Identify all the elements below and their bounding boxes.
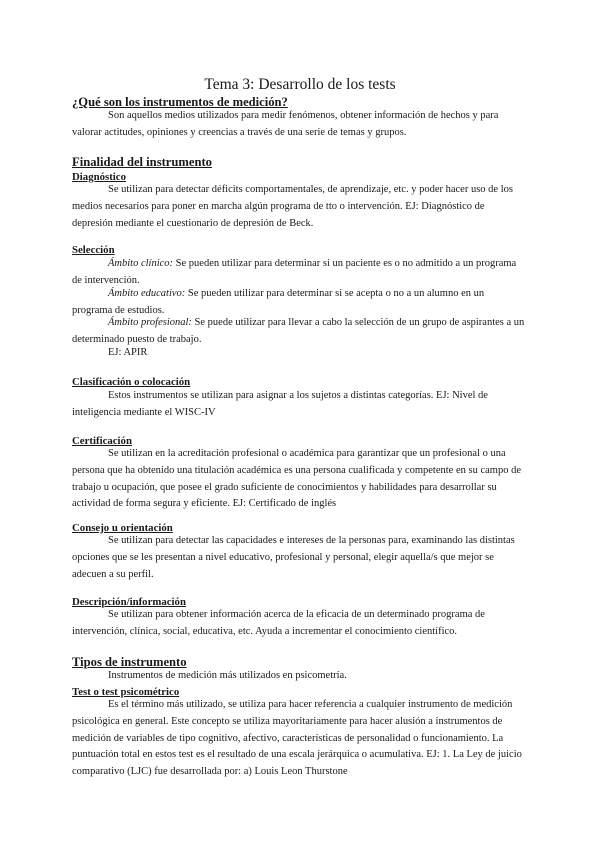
paragraph-certificacion: Se utilizan en la acreditación profesional o académica para garantizar que un profesional o una persona que ha obtenido una titulación académica es una persona cualificada y competente en su campo de trabajo u ocupación, que posee el grado suficiente de conocimientos y habilidades para desarrollar su actividad de forma segura y eficiente. EJ: Certificado de inglés [72,448,521,510]
text-ambito-educativo: Se pueden utilizar para determinar si se acepta o no a un alumno en un programa de estudios. [72,288,485,316]
paragraph-diagnostico: Se utilizan para detectar déficits comportamentales, de aprendizaje, etc. y poder hacer uso de los medios necesarios para poner en marcha algún programa de tto o intervención. EJ: Diagnóstico de depresión mediante el cuestionario de depresión de Beck. [72,184,513,229]
paragraph-descripcion: Se utilizan para obtener información acerca de la eficacia de un determinado programa de intervención, clínica, social, educativa, etc. Ayuda a incrementar el conocimiento científico. [72,609,485,637]
subheading-consejo: Consejo u orientación [72,522,173,534]
subheading-test-psicometrico: Test o test psicométrico [72,686,180,698]
label-ambito-clinico: Ámbito clínico: [108,258,174,269]
paragraph-tipos-intro: Instrumentos de medición más utilizados en psicometría. [108,670,347,681]
subheading-descripcion: Descripción/información [72,596,186,608]
paragraph-test-psicometrico: Es el término más utilizado, se utiliza para hacer referencia a cualquier instrumento de medición psicológica en general. Este concepto se utiliza mayoritariamente para hacer alusión a instrumentos de medición de variables de tipo cognitivo, afectivo, características de personalidad o funcionamiento. La puntuación total en estos test es el resultado de una escala jerárquica o acumulativa. EJ: 1. La Ley de juicio comparativo (LJC) fue desarrollada por: a) Louis Leon Thurstone [72,699,522,778]
text-ambito-profesional: Se puede utilizar para llevar a cabo la selección de un grupo de aspirantes a un determinado puesto de trabajo. [72,317,525,345]
label-ambito-profesional: Ámbito profesional: [108,317,192,328]
section-heading-tipos: Tipos de instrumento [72,655,187,669]
ejemplo-seleccion: EJ: APIR [108,347,148,358]
section-heading-finalidad: Finalidad del instrumento [72,155,212,169]
text-ambito-clinico: Se pueden utilizar para determinar si un paciente es o no admitido a un programa de intervención. [72,258,517,286]
paragraph-seleccion-profesional [72,315,526,349]
paragraph-consejo: Se utilizan para detectar las capacidades e intereses de la personas para, examinando las distintas opciones que se les presentan a nivel educativo, profesional y personal, elegir aquella/s que mejor se adecuen a su perfil. [72,535,515,580]
section-heading-que-son: ¿Qué son los instrumentos de medición? [72,95,288,109]
subheading-certificacion: Certificación [72,435,132,447]
subheading-clasificacion: Clasificación o colocación [72,376,191,388]
subheading-seleccion: Selección [72,244,115,256]
paragraph-seleccion-clinico [72,256,526,290]
paragraph-clasificacion: Estos instrumentos se utilizan para asignar a los sujetos a distintas categorías. EJ: Nivel de inteligencia mediante el WISC-IV [72,390,488,418]
label-ambito-educativo: Ámbito educativo: [108,288,186,299]
paragraph-que-son: Son aquellos medios utilizados para medir fenómenos, obtener información de hechos y para valorar actitudes, opiniones y creencias a través de una serie de temas y grupos. [72,110,499,138]
subheading-diagnostico: Diagnóstico [72,171,126,183]
page-title: Tema 3: Desarrollo de los tests [204,76,396,93]
